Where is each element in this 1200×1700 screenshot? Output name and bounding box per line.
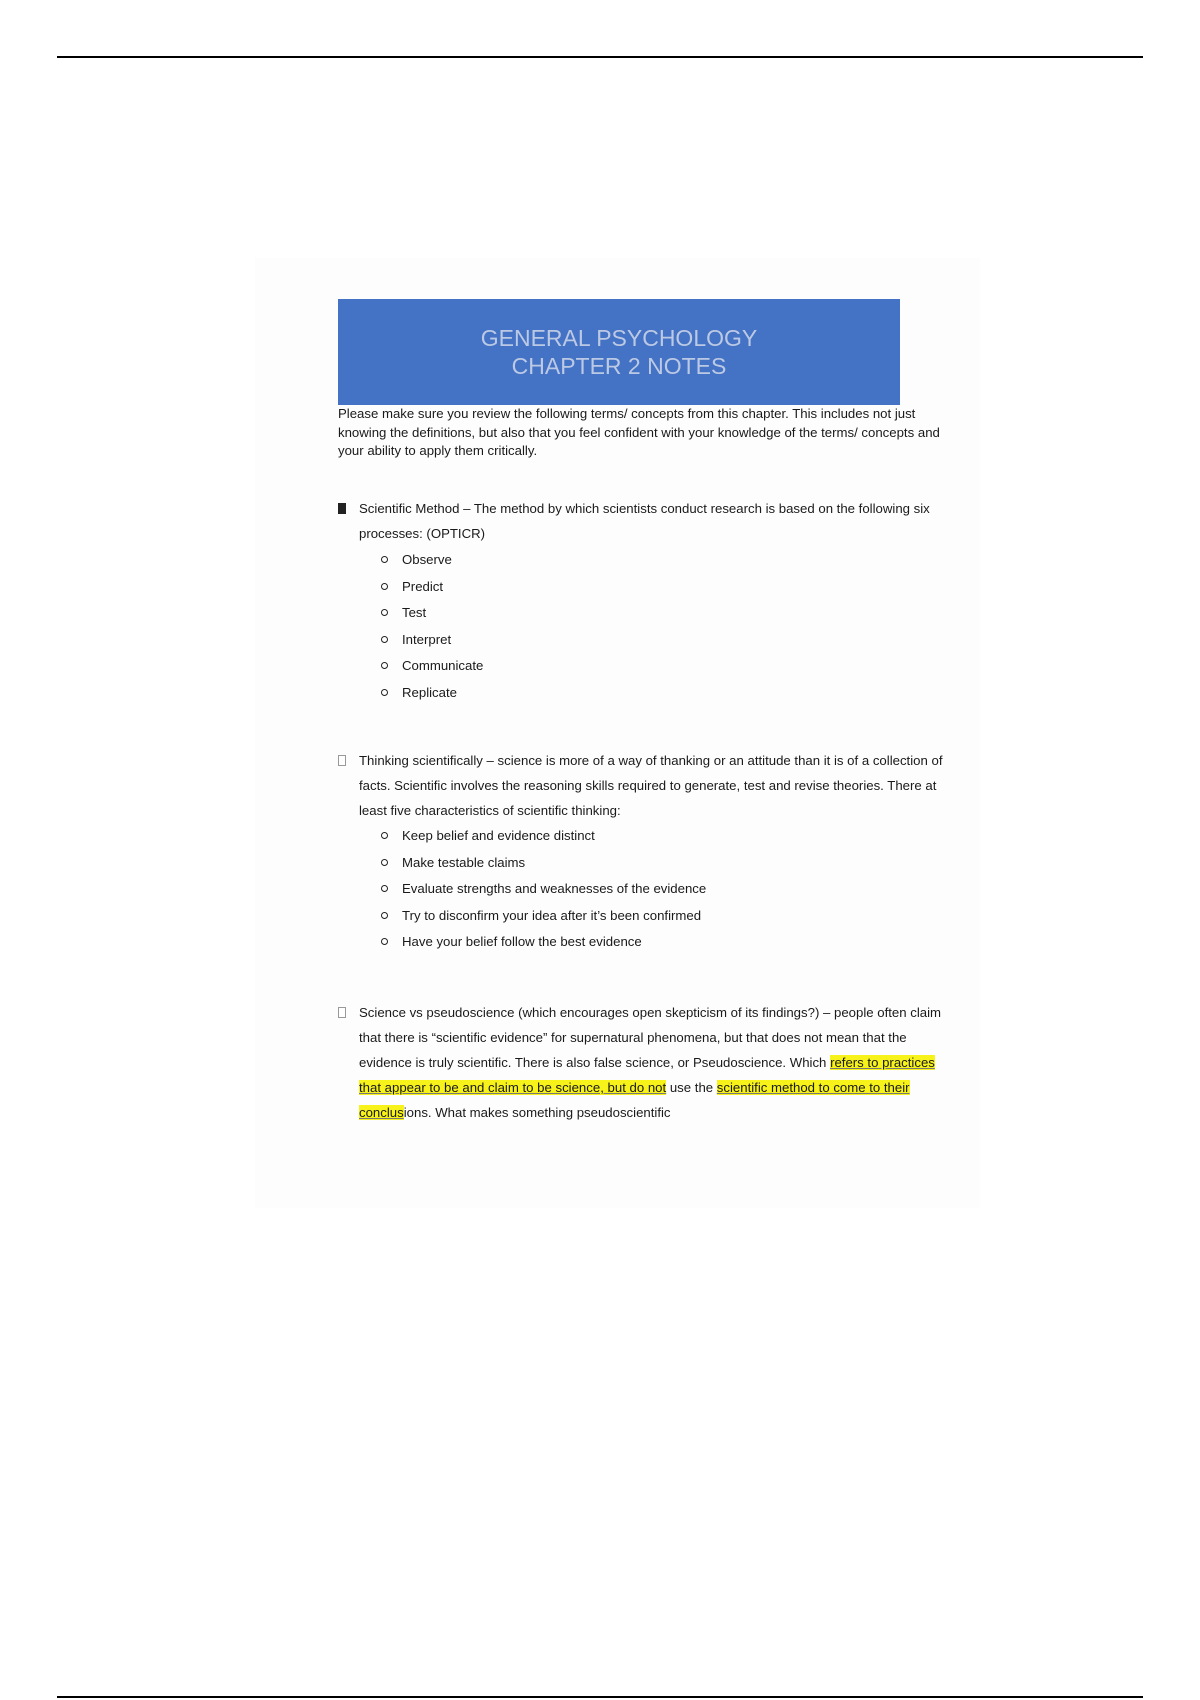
circle-bullet-icon — [381, 689, 388, 696]
intro-paragraph: Please make sure you review the following terms/ concepts from this chapter. This includes not just knowing the definitions, but also that you feel confident with your knowledge of the terms/ concepts and your ability to apply them critically. — [338, 406, 940, 458]
highlighted-text: scientific method to come to their conclus — [359, 1080, 910, 1120]
list-item: Predict — [402, 574, 950, 601]
circle-bullet-icon — [381, 636, 388, 643]
list-item: Observe — [402, 547, 950, 574]
banner-title-line1: GENERAL PSYCHOLOGY — [480, 325, 758, 351]
circle-bullet-icon — [381, 556, 388, 563]
list-item: Replicate — [402, 680, 950, 707]
section-thinking-scientifically — [338, 748, 950, 956]
section-science-vs-pseudoscience — [338, 1000, 950, 1125]
section-text: Scientific Method – The method by which scientists conduct research is based on the following six processes: (OPTICR) — [359, 501, 930, 541]
list-item: Interpret — [402, 627, 950, 654]
square-bullet-icon — [338, 1007, 346, 1018]
list-item: Test — [402, 600, 950, 627]
square-bullet-icon — [338, 755, 346, 766]
list-item: Communicate — [402, 653, 950, 680]
list-item: Evaluate strengths and weaknesses of the evidence — [402, 876, 950, 903]
top-rule — [57, 56, 1143, 58]
circle-bullet-icon — [381, 859, 388, 866]
circle-bullet-icon — [381, 938, 388, 945]
banner-title-line2: CHAPTER 2 NOTES — [511, 353, 727, 379]
title-banner — [338, 299, 900, 405]
circle-bullet-icon — [381, 912, 388, 919]
circle-bullet-icon — [381, 609, 388, 616]
section-scientific-method — [338, 496, 950, 706]
list-item: Make testable claims — [402, 850, 950, 877]
section-text: Science vs pseudoscience (which encourages open skepticism of its findings?) – people often claim that there is “scientific evidence” for supernatural phenomena, but that does not mean that the evidence is truly scientific. There is also false science, or Pseudoscience. Which refers to practices that appear to be and claim to be science, but do not use the scientific method to come to their conclusions. What makes something pseudoscientific — [359, 1005, 942, 1120]
circle-bullet-icon — [381, 583, 388, 590]
list-item: Have your belief follow the best evidence — [402, 929, 950, 956]
section-text: Thinking scientifically – science is more of a way of thanking or an attitude than it is of a collection of facts. Scientific involves the reasoning skills required to generate, test and revise theories. There at least five characteristics of scientific thinking: — [359, 753, 943, 818]
list-item: Try to disconfirm your idea after it’s been confirmed — [402, 903, 950, 930]
square-bullet-icon — [338, 503, 346, 514]
highlighted-text: refers to practices that appear to be and claim to be science, but do not — [359, 1055, 935, 1095]
circle-bullet-icon — [381, 832, 388, 839]
bottom-rule — [57, 1696, 1143, 1698]
circle-bullet-icon — [381, 885, 388, 892]
circle-bullet-icon — [381, 662, 388, 669]
list-item: Keep belief and evidence distinct — [402, 823, 950, 850]
